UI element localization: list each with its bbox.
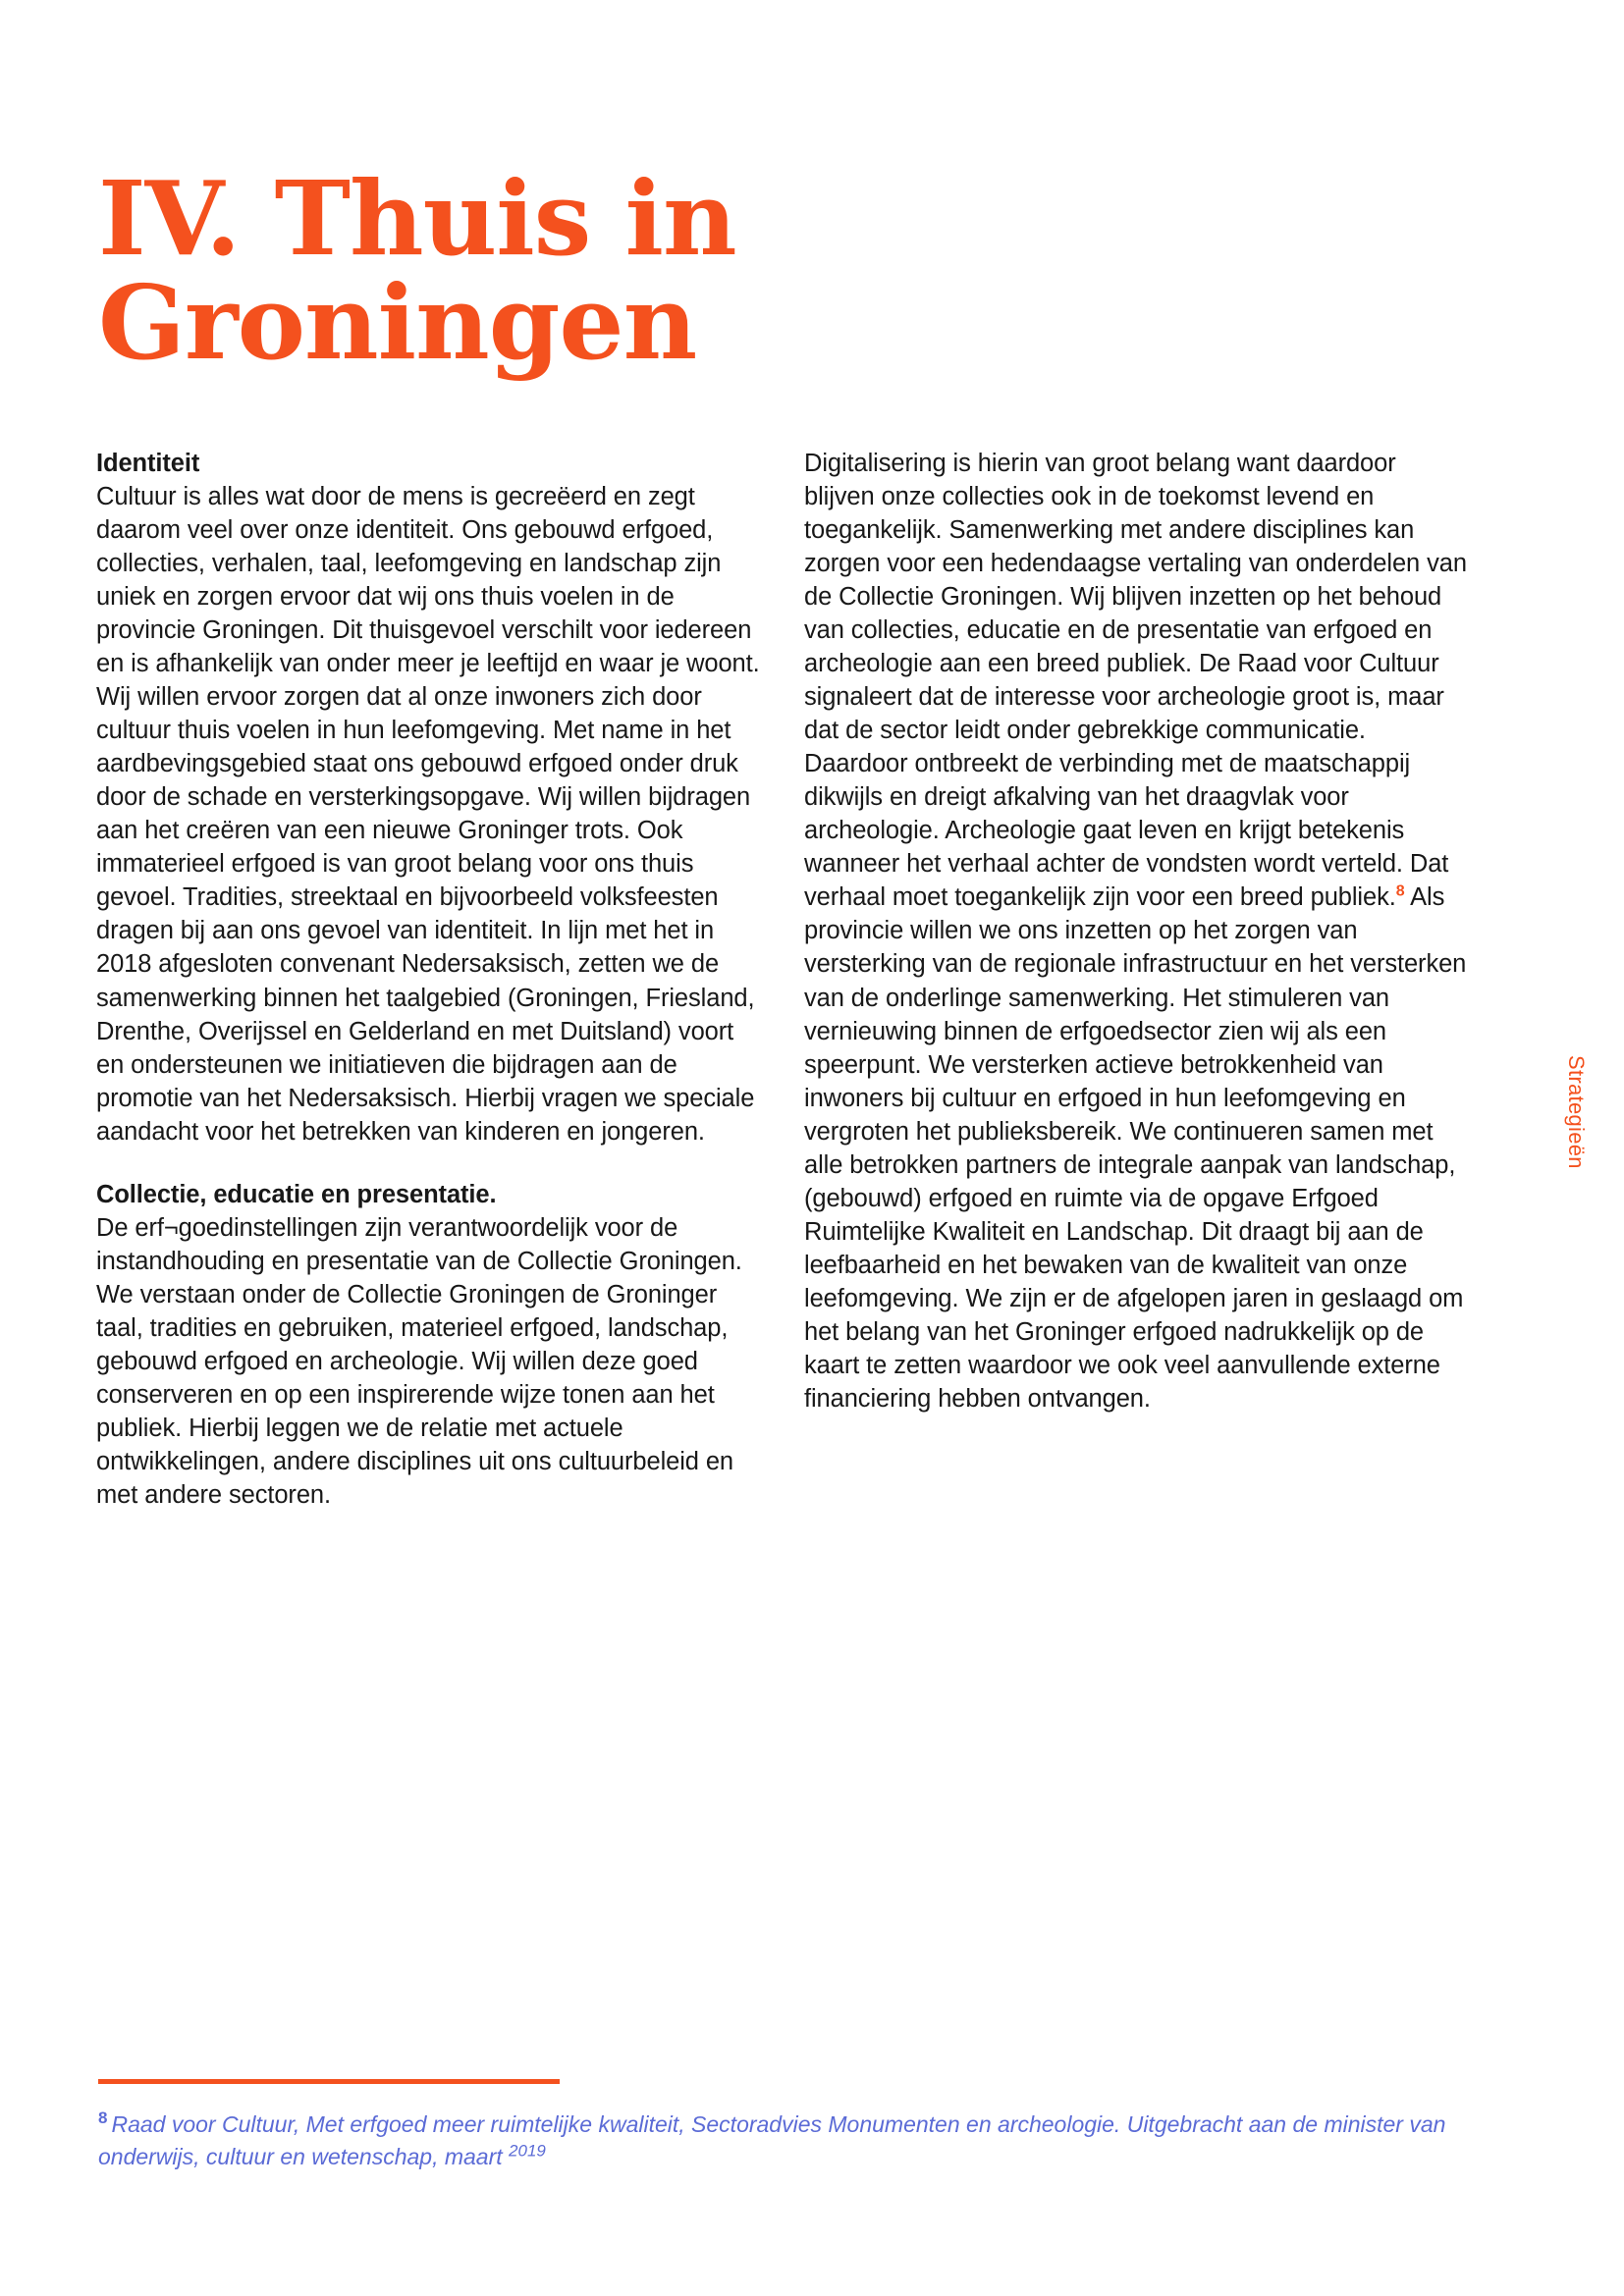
footnote-reference-8[interactable]: 8 (1395, 882, 1405, 900)
paragraph-collectie: De erf¬goedinstellingen zijn verantwoordelijk voor de instandhouding en presentatie van de Collectie Groningen. We verstaan onder de Collectie Groningen de Groninger taal, tradities en gebruiken, materieel erfgoed, landschap, gebouwd erfgoed en archeologie. Wij willen deze goed conserveren en op een inspirerende wijze tonen aan het publiek. Hierbij leggen we de relatie met actuele ontwikkelingen, andere disciplines uit ons cultuurbeleid en met andere sectoren. (96, 1213, 742, 1509)
left-column (96, 447, 763, 1512)
paragraph-digitalisering (804, 447, 1471, 1415)
footnote-text (98, 2109, 1473, 2172)
footnote-body: Raad voor Cultuur, Met erfgoed meer ruimtelijke kwaliteit, Sectoradvies Monumenten en archeologie. Uitgebracht aan de minister van onderwijs, cultuur en wetenschap, maart (98, 2111, 1446, 2169)
page-title (98, 157, 982, 383)
section-heading-collectie: Collectie, educatie en presentatie. (96, 1180, 497, 1208)
paragraph-digitalisering-part-a: Digitalisering is hierin van groot belang want daardoor blijven onze collecties ook in de toekomst levend en toegankelijk. Samenwerking met andere disciplines kan zorgen voor een hedendaagse vertaling van onderdelen van de Collectie Groningen. Wij blijven inzetten op het behoud van collecties, educatie en de presentatie van erfgoed en archeologie aan een breed publiek. De Raad voor Cultuur signaleert dat de interesse voor archeologie groot is, maar dat de sector leidt onder gebrekkige communicatie. Daardoor ontbreekt de verbinding met de maatschappij dikwijls en dreigt afkalving van het draagvlak voor archeologie. Archeologie gaat leven en krijgt betekenis wanneer het verhaal achter de vondsten wordt verteld. Dat verhaal moet toegankelijk zijn voor een breed publiek. (804, 450, 1467, 912)
page-title-line-1: IV. Thuis in (98, 157, 736, 279)
footnote-year: 2019 (509, 2141, 546, 2160)
paragraph-spacer (96, 1148, 763, 1178)
page-title-line-2: Groningen (98, 261, 697, 383)
section-heading-identiteit: Identiteit (96, 450, 200, 477)
side-label-strategieen: Strategieën (1564, 1055, 1589, 1169)
body-columns (96, 447, 1471, 1512)
footnote-marker: 8 (98, 2109, 108, 2128)
paragraph-identiteit: Cultuur is alles wat door de mens is gecreëerd en zegt daarom veel over onze identiteit. Ons gebouwd erfgoed, collecties, verhalen, taal, leefomgeving en landschap zijn uniek en zorgen ervoor dat wij ons thuis voelen in de provincie Groningen. Dit thuisgevoel verschilt voor iedereen en is afhankelijk van onder meer je leeftijd en waar je woont. Wij willen ervoor zorgen dat al onze inwoners zich door cultuur thuis voelen in hun leefomgeving. Met name in het aardbevingsgebied staat ons gebouwd erfgoed onder druk door de schade en versterkingsopgave. Wij willen bijdragen aan het creëren van een nieuwe Groninger trots. Ook immaterieel erfgoed is van groot belang voor ons thuis gevoel. Tradities, streektaal en bijvoorbeeld volksfeesten dragen bij aan ons gevoel van identiteit. In lijn met het in 2018 afgesloten convenant Nedersaksisch, zetten we de samenwerking binnen het taalgebied (Groningen, Friesland, Drenthe, Overijssel en Gelderland en met Duitsland) voort en ondersteunen we initiatieven die bijdragen aan de promotie van het Nedersaksisch. Hierbij vragen we speciale aandacht voor het betrekken van kinderen en jongeren. (96, 483, 760, 1146)
paragraph-digitalisering-part-b: Als provincie willen we ons inzetten op het zorgen van versterking van de regionale infrastructuur en het versterken van de onderlinge samenwerking. Het stimuleren van vernieuwing binnen de erfgoedsector zien wij als een speerpunt. We versterken actieve betrokkenheid van inwoners bij cultuur en erfgoed in hun leefomgeving en vergroten het publieksbereik. We continueren samen met alle betrokken partners de integrale aanpak van landschap, (gebouwd) erfgoed en ruimte via de opgave Erfgoed Ruimtelijke Kwaliteit en Landschap. Dit draagt bij aan de leefbaarheid en het bewaken van de kwaliteit van onze leefomgeving. We zijn er de afgelopen jaren in geslaagd om het belang van het Groninger erfgoed nadrukkelijk op de kaart te zetten waardoor we ook veel aanvullende externe financiering hebben ontvangen. (804, 883, 1467, 1413)
footnote-divider (98, 2079, 560, 2084)
right-column (804, 447, 1471, 1512)
